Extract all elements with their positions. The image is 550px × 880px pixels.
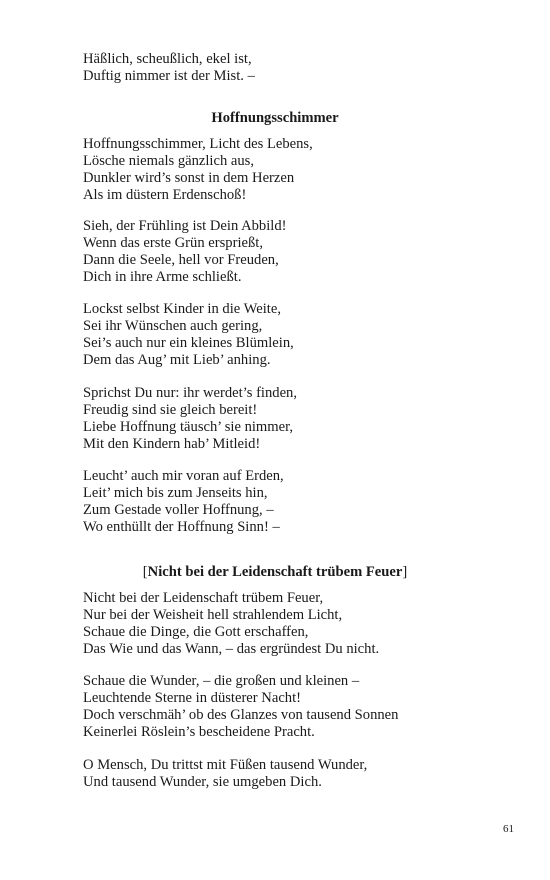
verse-line: Häßlich, scheußlich, ekel ist, <box>83 51 252 67</box>
verse-line: Liebe Hoffnung täusch’ sie nimmer, <box>83 419 294 435</box>
stanza <box>83 385 463 453</box>
verse-line: Das Wie und das Wann, – das ergründest Du nicht. <box>83 641 380 657</box>
verse-line: O Mensch, Du trittst mit Füßen tausend Wunder, <box>83 757 368 773</box>
verse-line: Duftig nimmer ist der Mist. – <box>83 68 255 84</box>
verse-line: Hoffnungsschimmer, Licht des Lebens, <box>83 136 313 152</box>
verse-line: Lösche niemals gänzlich aus, <box>83 153 255 169</box>
title-bracket-close: ] <box>402 564 408 580</box>
verse-line: Dich in ihre Arme schließt. <box>83 269 242 285</box>
verse-line: Wenn das erste Grün ersprießt, <box>83 235 263 251</box>
poem-fragment <box>83 51 463 85</box>
verse-line: Keinerlei Röslein’s bescheidene Pracht. <box>83 724 315 740</box>
verse-line: Schaue die Dinge, die Gott erschaffen, <box>83 624 309 640</box>
verse-line: Wo enthüllt der Hoffnung Sinn! – <box>83 519 280 535</box>
verse-line: Nicht bei der Leidenschaft trübem Feuer, <box>83 590 324 606</box>
verse-line: Nur bei der Weisheit hell strahlendem Licht, <box>83 607 343 623</box>
verse-line: Leuchtende Sterne in düsterer Nacht! <box>83 690 302 706</box>
poem-title <box>60 564 490 581</box>
stanza <box>83 218 463 286</box>
stanza <box>83 301 463 369</box>
stanza <box>83 136 463 204</box>
verse-line: Sprichst Du nur: ihr werdet’s finden, <box>83 385 298 401</box>
poem-title: Hoffnungsschimmer <box>211 110 339 126</box>
verse-line: Sieh, der Frühling ist Dein Abbild! <box>83 218 287 234</box>
stanza <box>83 590 463 658</box>
verse-line: Dann die Seele, hell vor Freuden, <box>83 252 279 268</box>
verse-line: Doch verschmäh’ ob des Glanzes von tausend Sonnen <box>83 707 399 723</box>
stanza <box>83 468 463 536</box>
verse-line: Leit’ mich bis zum Jenseits hin, <box>83 485 268 501</box>
verse-line: Mit den Kindern hab’ Mitleid! <box>83 436 261 452</box>
stanza <box>83 673 463 741</box>
verse-line: Dem das Aug’ mit Lieb’ anhing. <box>83 352 271 368</box>
verse-line: Sei ihr Wünschen auch gering, <box>83 318 263 334</box>
verse-line: Zum Gestade voller Hoffnung, – <box>83 502 274 518</box>
verse-line: Und tausend Wunder, sie umgeben Dich. <box>83 774 322 790</box>
verse-line: Leucht’ auch mir voran auf Erden, <box>83 468 284 484</box>
stanza <box>83 757 463 791</box>
verse-line: Sei’s auch nur ein kleines Blümlein, <box>83 335 294 351</box>
verse-line: Als im düstern Erdenschoß! <box>83 187 247 203</box>
verse-line: Lockst selbst Kinder in die Weite, <box>83 301 281 317</box>
verse-line: Freudig sind sie gleich bereit! <box>83 402 258 418</box>
poem-title-text: Nicht bei der Leidenschaft trübem Feuer <box>147 564 403 580</box>
page-number: 61 <box>503 823 514 835</box>
verse-line: Schaue die Wunder, – die großen und kleinen – <box>83 673 360 689</box>
verse-line: Dunkler wird’s sonst in dem Herzen <box>83 170 295 186</box>
title-bracket-open: [ <box>142 564 148 580</box>
